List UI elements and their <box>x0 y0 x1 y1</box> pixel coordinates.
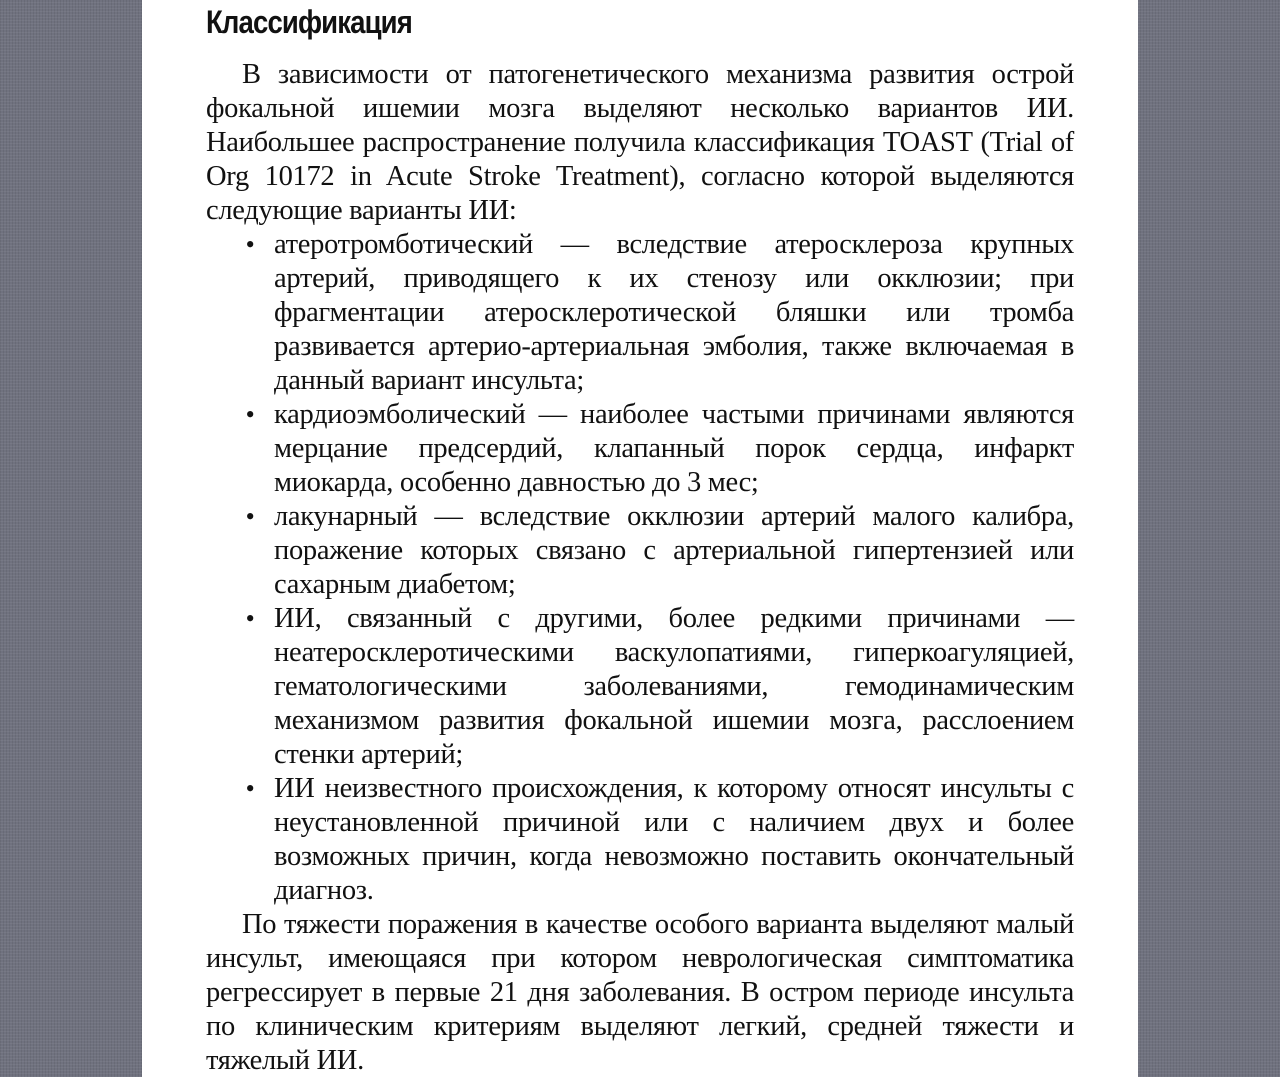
list-item-text: ИИ неизвестного происхождения, к которому относят инсульты с неустановленной причиной или с наличием двух и более возможных причин, когда невозможно поставить окончательный диагноз. <box>274 773 1074 906</box>
list-item <box>240 398 1074 500</box>
intro-paragraph: В зависимости от патогенетического механизма развития острой фокальной ишемии мозга выделяют несколько вариантов ИИ. Наибольшее распространение получила классификация TOAST (Trial of Org 10172 in Acute Stroke Treatment), согласно которой выделяются следующие варианты ИИ: <box>206 59 1074 226</box>
bullet-icon: • <box>245 230 255 259</box>
list-item-text: кардиоэмболический — наиболее частыми причинами являются мерцание предсердий, клапанный порок сердца, инфаркт миокарда, особенно давностью до 3 мес; <box>274 399 1074 498</box>
page-content <box>206 0 1074 1077</box>
list-item-text: ИИ, связанный с другими, более редкими причинами — неатеросклеротическими васкулопатиями, гиперкоагуляцией, гематологическими заболеваниями, гемодинамическим механизмом развития фокальной ишемии мозга, расслоением стенки артерий; <box>274 603 1074 770</box>
list-item <box>240 602 1074 772</box>
closing-paragraph: По тяжести поражения в качестве особого варианта выделяют малый инсульт, имеющаяся при котором неврологическая симптоматика регрессирует в первые 21 дня заболевания. В остром периоде инсульта по клиническим критериям выделяют легкий, средней тяжести и тяжелый ИИ. <box>206 909 1074 1076</box>
classification-list <box>206 228 1074 908</box>
section-heading: Классификация <box>206 4 412 40</box>
bullet-icon: • <box>245 774 255 803</box>
bullet-icon: • <box>245 604 255 633</box>
list-item-text: атеротромботический — вследствие атеросклероза крупных артерий, приводящего к их стенозу или окклюзии; при фрагментации атеросклеротической бляшки или тромба развивается артерио-артериальная эмболия, также включаемая в данный вариант инсульта; <box>274 229 1074 396</box>
bullet-icon: • <box>245 502 255 531</box>
list-item <box>240 500 1074 602</box>
list-item-text: лакунарный — вследствие окклюзии артерий малого калибра, поражение которых связано с артериальной гипертензией или сахарным диабетом; <box>274 501 1074 600</box>
book-page <box>142 0 1138 1077</box>
bullet-icon: • <box>245 400 255 429</box>
list-item <box>240 772 1074 908</box>
list-item <box>240 228 1074 398</box>
